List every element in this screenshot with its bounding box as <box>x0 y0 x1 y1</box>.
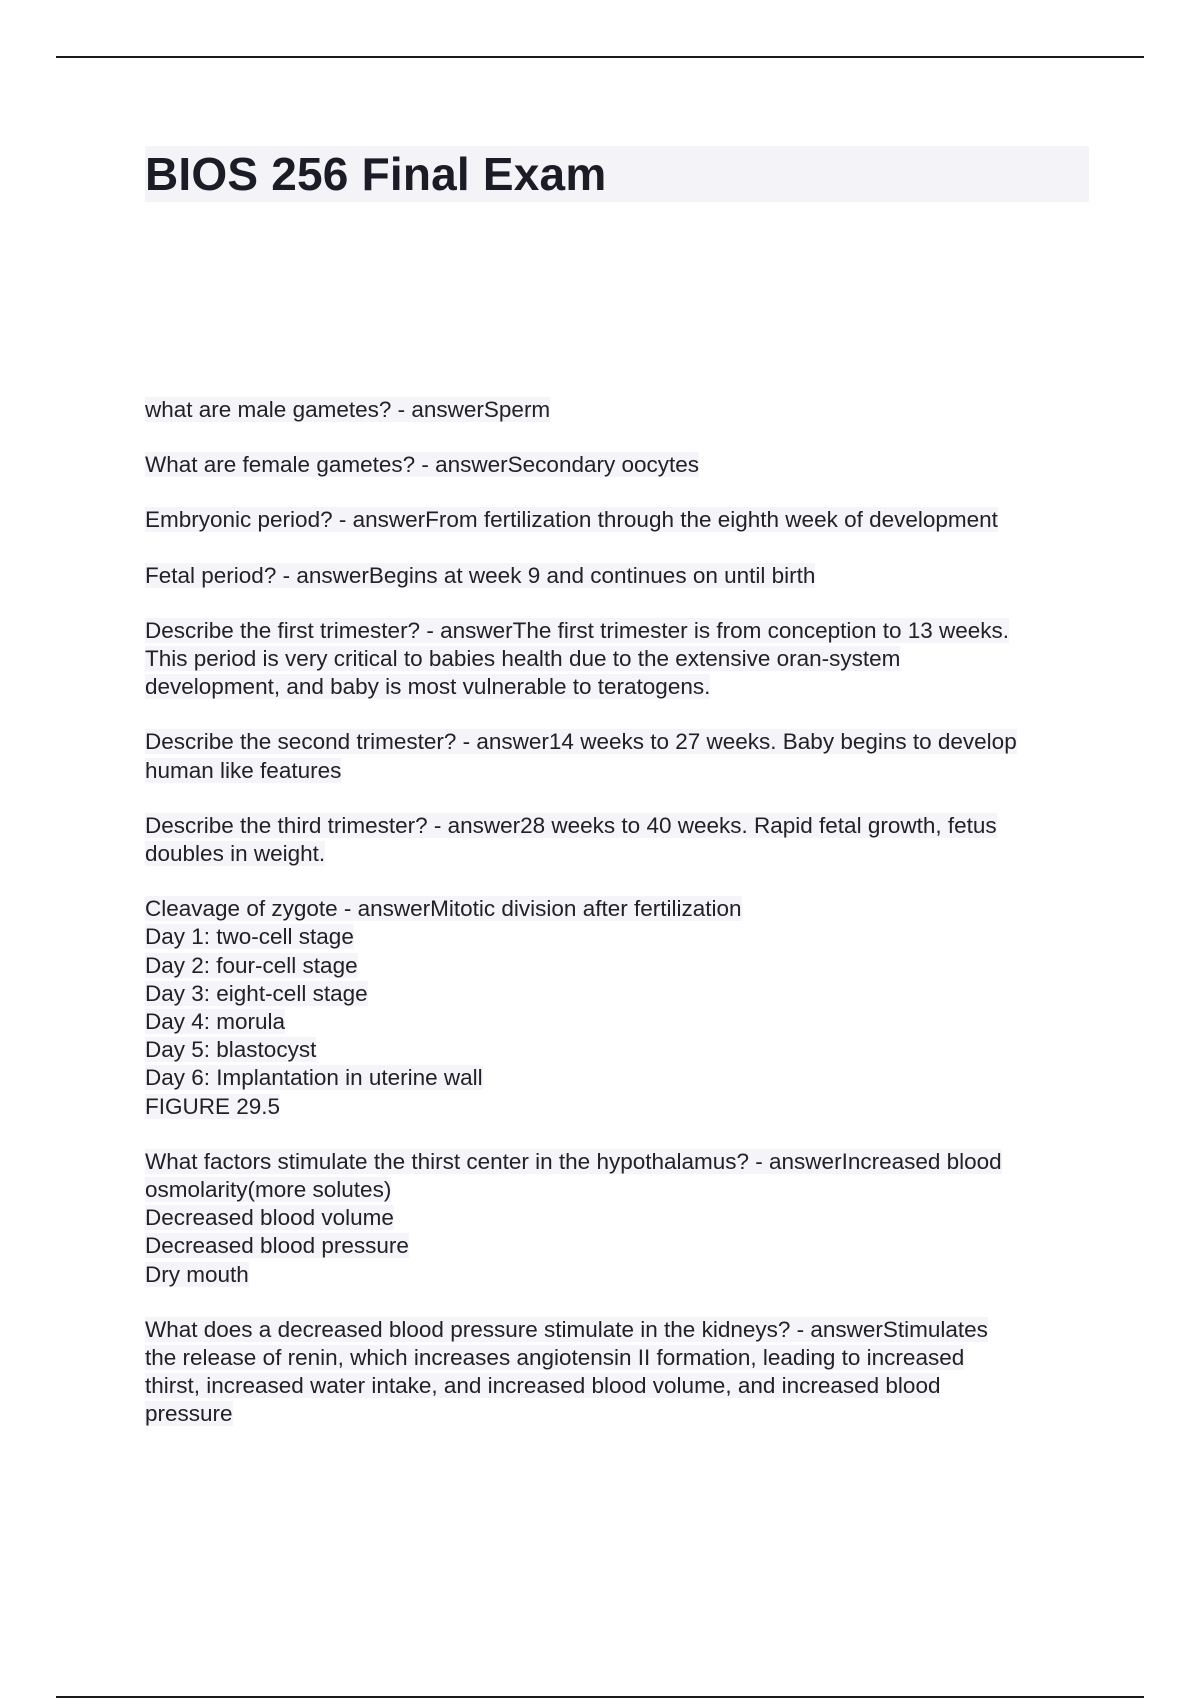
qa-text: What does a decreased blood pressure stimulate in the kidneys? - answerStimulates <box>145 1316 988 1342</box>
top-divider <box>56 56 1144 58</box>
qa-text: Describe the second trimester? - answer14 weeks to 27 weeks. Baby begins to develop <box>145 729 1017 755</box>
qa-continuation-line <box>145 1008 1095 1036</box>
qa-text: Dry mouth <box>145 1261 249 1287</box>
qa-text: development, and baby is most vulnerable to teratogens. <box>145 674 711 700</box>
qa-continuation-line <box>145 980 1095 1008</box>
qa-continuation-line <box>145 673 1095 701</box>
qa-continuation-line <box>145 1344 1095 1372</box>
qa-continuation-line <box>145 1093 1095 1121</box>
qa-text: Describe the third trimester? - answer28 weeks to 40 weeks. Rapid fetal growth, fetus <box>145 812 997 838</box>
qa-text: doubles in weight. <box>145 841 326 867</box>
qa-text: Day 4: morula <box>145 1009 286 1035</box>
qa-entry <box>145 812 1095 868</box>
qa-continuation-line <box>145 1036 1095 1064</box>
qa-entry <box>145 562 1095 590</box>
qa-text: thirst, increased water intake, and increased blood volume, and increased blood <box>145 1373 941 1399</box>
qa-continuation-line <box>145 923 1095 951</box>
qa-question-line <box>145 562 1095 590</box>
page-title: BIOS 256 Final Exam <box>145 148 607 200</box>
qa-question-line <box>145 728 1095 756</box>
qa-entry <box>145 1148 1095 1289</box>
qa-entry <box>145 396 1095 424</box>
qa-entry <box>145 451 1095 479</box>
qa-continuation-line <box>145 1232 1095 1260</box>
qa-text: Day 5: blastocyst <box>145 1037 317 1063</box>
qa-continuation-line <box>145 1400 1095 1428</box>
qa-text: Decreased blood volume <box>145 1205 394 1231</box>
qa-text: Embryonic period? - answerFrom fertilization through the eighth week of development <box>145 507 998 533</box>
qa-text: Describe the first trimester? - answerThe first trimester is from conception to 13 weeks. <box>145 617 1010 643</box>
qa-text: What are female gametes? - answerSecondary oocytes <box>145 452 700 478</box>
qa-text: Cleavage of zygote - answerMitotic division after fertilization <box>145 896 742 922</box>
qa-entry <box>145 728 1095 784</box>
qa-text: Day 1: two-cell stage <box>145 924 354 950</box>
qa-question-line <box>145 617 1095 645</box>
qa-text: What factors stimulate the thirst center in the hypothalamus? - answerIncreased blood <box>145 1148 1002 1174</box>
qa-continuation-line <box>145 757 1095 785</box>
qa-text: FIGURE 29.5 <box>145 1093 281 1119</box>
qa-question-line <box>145 506 1095 534</box>
qa-question-line <box>145 812 1095 840</box>
qa-question-line <box>145 1148 1095 1176</box>
qa-question-line <box>145 396 1095 424</box>
qa-text: Fetal period? - answerBegins at week 9 and continues on until birth <box>145 562 816 588</box>
qa-text: Decreased blood pressure <box>145 1233 409 1259</box>
qa-text: human like features <box>145 757 342 783</box>
qa-text: what are male gametes? - answerSperm <box>145 397 551 422</box>
qa-text: osmolarity(more solutes) <box>145 1177 392 1203</box>
qa-continuation-line <box>145 952 1095 980</box>
qa-text: Day 6: Implantation in uterine wall <box>145 1065 483 1091</box>
qa-text: This period is very critical to babies health due to the extensive oran-system <box>145 646 901 672</box>
qa-continuation-line <box>145 1261 1095 1289</box>
qa-question-line <box>145 1316 1095 1344</box>
qa-continuation-line <box>145 840 1095 868</box>
bottom-divider <box>56 1696 1144 1698</box>
qa-question-line <box>145 451 1095 479</box>
qa-entry <box>145 617 1095 702</box>
qa-continuation-line <box>145 1064 1095 1092</box>
qa-list <box>145 396 1095 1456</box>
qa-text: Day 2: four-cell stage <box>145 952 358 978</box>
qa-entry <box>145 1316 1095 1429</box>
qa-continuation-line <box>145 1204 1095 1232</box>
qa-text: the release of renin, which increases angiotensin II formation, leading to increased <box>145 1345 965 1371</box>
qa-continuation-line <box>145 645 1095 673</box>
qa-continuation-line <box>145 1176 1095 1204</box>
qa-continuation-line <box>145 1372 1095 1400</box>
qa-entry <box>145 506 1095 534</box>
qa-text: Day 3: eight-cell stage <box>145 980 368 1006</box>
qa-entry <box>145 895 1095 1121</box>
qa-text: pressure <box>145 1401 233 1427</box>
qa-question-line <box>145 895 1095 923</box>
